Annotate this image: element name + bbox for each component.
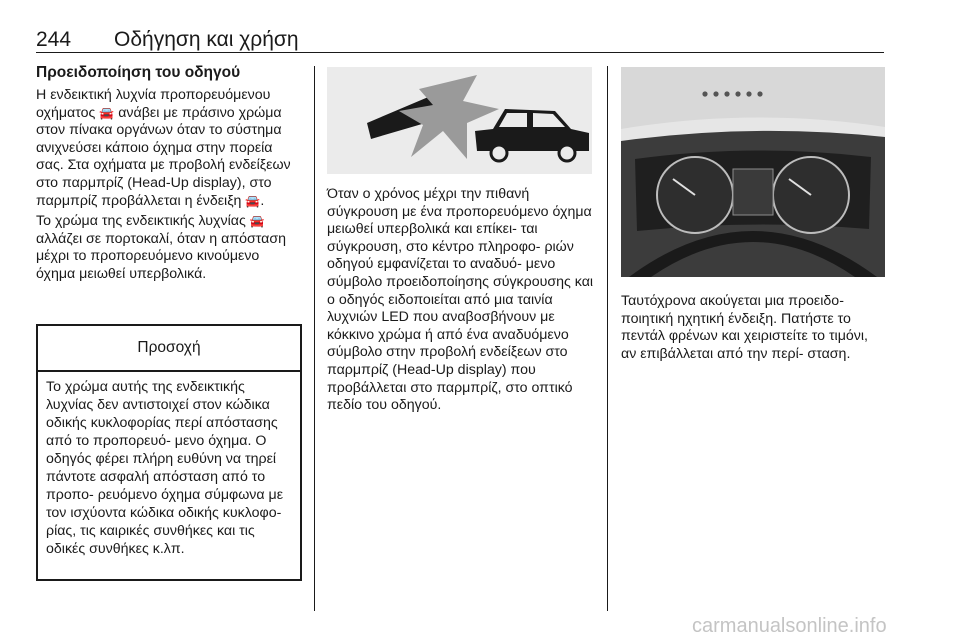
caution-title: Προσοχή	[38, 326, 300, 372]
caution-box	[36, 324, 302, 581]
section-title: Προειδοποίηση του οδηγού	[36, 64, 241, 81]
car-front-icon: 🚘	[99, 105, 115, 120]
paragraph-color-change: Το χρώμα της ενδεικτικής λυχνίας 🚘 αλλάζει σε πορτοκαλί, όταν η απόσταση μέχρι το προπορευόμενο κινούμενο όχημα μειωθεί υπερβολικά.	[36, 213, 287, 282]
paragraph-audible-warning: Ταυτόχρονα ακούγεται μια προειδο- ποιητική ηχητική ένδειξη. Πατήστε το πεντάλ φρένων και χειριστείτε το τιμόνι, αν επιβάλλεται από την περί- σταση.	[621, 293, 868, 362]
column-left	[36, 62, 302, 287]
collision-warning-illustration	[327, 67, 592, 174]
column-divider	[607, 66, 608, 611]
page-header	[36, 28, 299, 52]
column-divider	[314, 66, 315, 611]
car-front-icon: 🚘	[249, 214, 265, 229]
instrument-cluster-illustration	[621, 67, 885, 277]
paragraph-collision-alert: Όταν ο χρόνος μέχρι την πιθανή σύγκρουση με ένα προπορευόμενο όχημα μειωθεί υπερβολικά και επίκει- ται σύγκρουση, στο κέντρο πληροφο- ριών οδηγού εμφανίζεται το αναδυό- μενο σύμβολο προειδοποίησης σύγκρουσης και ο οδηγός ειδοποιείται από μια ταινία λυχνιών LED που αναβοσβήνουν με κόκκινο χρώμα ή από ένα αναδυόμενο σύμβολο στην προβολή ενδείξεων στο παρμπρίζ (Head-Up display) που προβάλλεται στο παρμπρίζ, στο οπτικό πεδίο του οδηγού.	[327, 186, 594, 414]
watermark: carmanualsonline.info	[692, 615, 887, 637]
car-front-icon: 🚘	[245, 193, 261, 208]
header-rule	[36, 52, 884, 53]
paragraph-intro: Η ενδεικτική λυχνία προπορευόμενου οχήματος 🚘 ανάβει με πράσινο χρώμα στον πίνακα οργάνων όταν το σύστημα ανιχνεύσει κάποιο όχημα στην πορεία σας. Στα οχήματα με προβολή ενδείξεων στο παρμπρίζ (Head-Up display), στο παρμπρίζ προβάλλεται η ένδειξη 🚘.	[36, 87, 291, 209]
page-number: 244	[36, 28, 72, 51]
caution-text: Το χρώμα αυτής της ενδεικτικής λυχνίας δεν αντιστοιχεί στον κώδικα οδικής κυκλοφορίας περί απόστασης από το προπορευό- μενο όχημα. Ο οδηγός φέρει πλήρη ευθύνη να τηρεί πάντοτε ασφαλή απόσταση από το προπο- ρευόμενο όχημα σύμφωνα με τον ισχύοντα κώδικα οδικής κυκλοφο- ρίας, τις καιρικές συνθήκες και τις οδικές συνθήκες κ.λπ.	[46, 379, 284, 557]
column-middle	[327, 186, 595, 418]
column-right	[621, 293, 887, 366]
chapter-title: Οδήγηση και χρήση	[114, 28, 299, 51]
dashboard-image	[621, 67, 885, 277]
collision-warning-icon	[327, 67, 592, 174]
